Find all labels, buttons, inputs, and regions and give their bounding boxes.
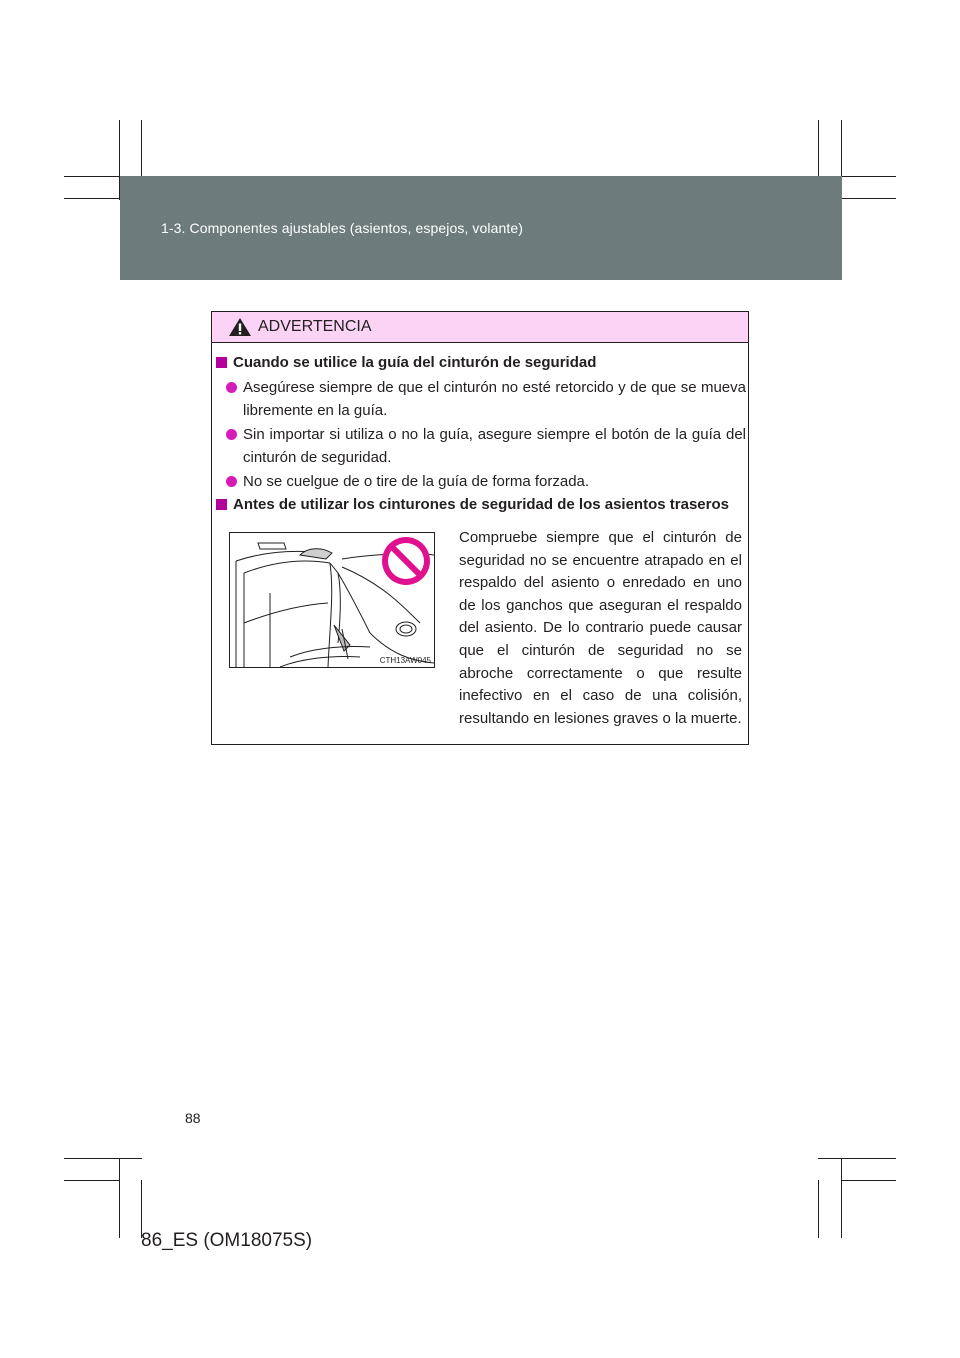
seatbelt-illustration	[229, 532, 435, 668]
bullet-text: Asegúrese siempre de que el cinturón no esté retorcido y de que se mueva libremente en la guía.	[243, 379, 746, 419]
crop-mark	[842, 176, 896, 177]
warning-triangle-icon	[228, 317, 252, 337]
bullet-item	[226, 423, 746, 469]
crop-mark	[841, 1158, 842, 1238]
figure-code: CTH13AW045	[379, 656, 431, 665]
crop-mark	[64, 1158, 142, 1159]
warning-section-heading	[216, 353, 744, 373]
bullet-text: Sin importar si utiliza o no la guía, asegure siempre el botón de la guía del cinturón de seguridad.	[243, 426, 746, 466]
warning-box	[211, 311, 749, 745]
side-paragraph: Compruebe siempre que el cinturón de seguridad no se encuentre atrapado en el respaldo del asiento o enredado en uno de los ganchos que aseguran el respaldo del asiento. De lo contrario puede causar que el cinturón de seguridad no se abroche correctamente o que resulte inefectivo en el caso de una colisión, resultando en lesiones graves o la muerte.	[459, 529, 742, 727]
crop-mark	[141, 120, 142, 176]
bullet-text: No se cuelgue de o tire de la guía de forma forzada.	[243, 473, 590, 490]
warning-header	[212, 312, 748, 343]
crop-mark	[64, 176, 120, 177]
section-title: 1-3. Componentes ajustables (asientos, espejos, volante)	[161, 220, 524, 236]
round-bullet-icon	[226, 476, 237, 487]
crop-mark	[119, 1158, 120, 1238]
warning-section-heading	[216, 495, 744, 515]
heading-text: Cuando se utilice la guía del cinturón de seguridad	[233, 354, 597, 371]
bullet-item	[226, 470, 746, 493]
crop-mark	[64, 1180, 120, 1181]
square-bullet-icon	[216, 357, 227, 368]
heading-text: Antes de utilizar los cinturones de seguridad de los asientos traseros	[233, 496, 729, 513]
page-number: 88	[185, 1110, 201, 1126]
square-bullet-icon	[216, 499, 227, 510]
crop-mark	[842, 1180, 896, 1181]
footer-code: 86_ES (OM18075S)	[141, 1230, 313, 1251]
round-bullet-icon	[226, 382, 237, 393]
crop-mark	[64, 198, 120, 199]
crop-mark	[818, 120, 819, 176]
crop-mark	[818, 1180, 819, 1238]
bullet-item	[226, 376, 746, 422]
rear-seat-drawing	[230, 533, 434, 667]
round-bullet-icon	[226, 429, 237, 440]
crop-mark	[818, 1158, 896, 1159]
crop-mark	[842, 198, 896, 199]
warning-title: ADVERTENCIA	[258, 318, 372, 335]
